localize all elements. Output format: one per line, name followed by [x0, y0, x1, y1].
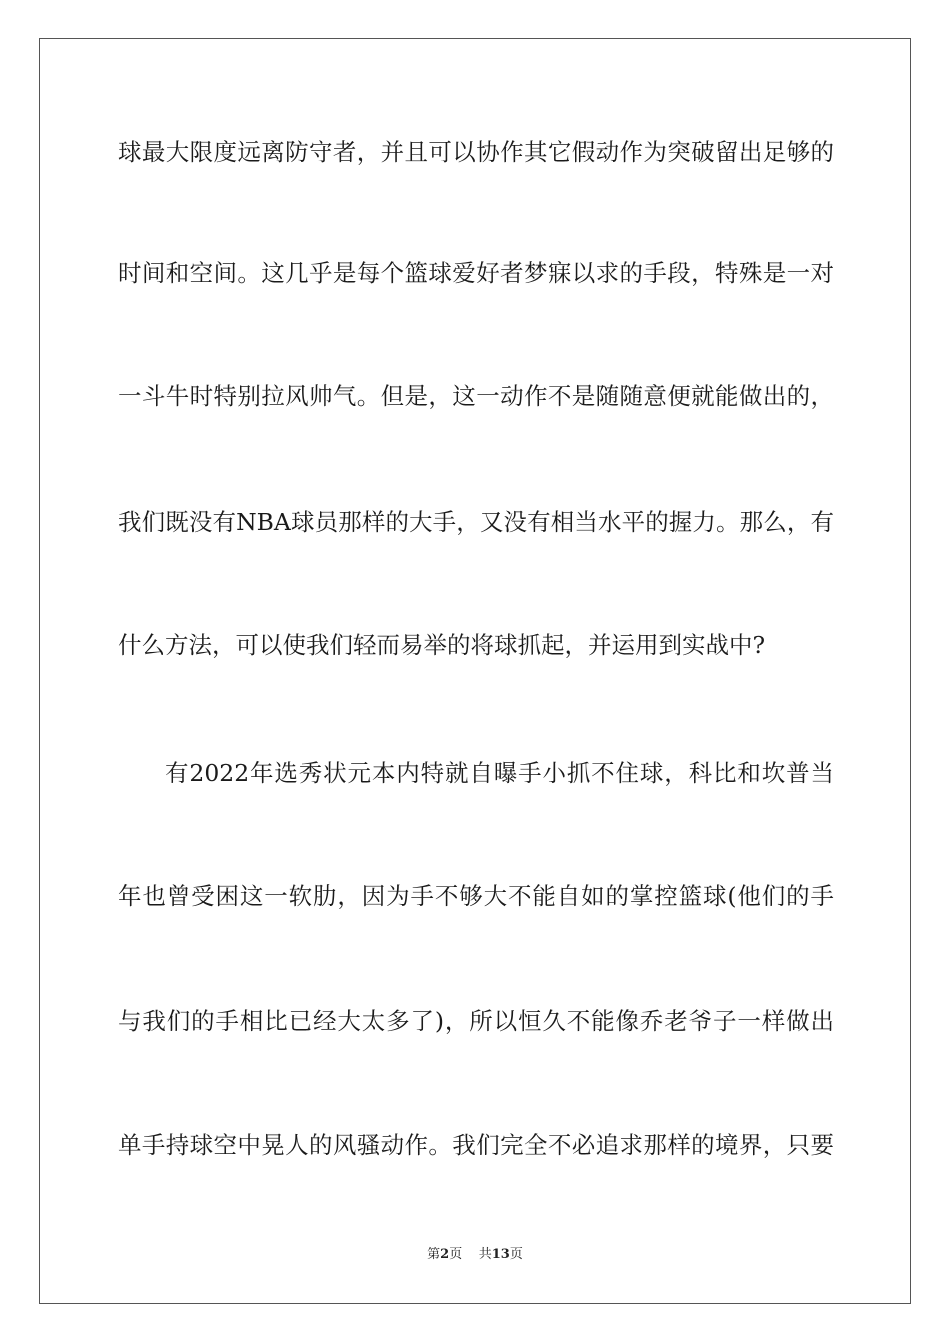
body-text-line-9: 单手持球空中晃人的风骚动作。我们完全不必追求那样的境界，只要 — [118, 1131, 834, 1159]
footer-total-suffix: 页 — [509, 1247, 523, 1262]
body-text-line-6: 有2022年选秀状元本内特就自曝手小抓不住球，科比和坎普当 — [165, 759, 834, 787]
footer-page-prefix: 第 — [427, 1247, 441, 1262]
body-text-line-1: 球最大限度远离防守者，并且可以协作其它假动作为突破留出足够的 — [118, 138, 834, 166]
body-text-line-5: 什么方法，可以使我们轻而易举的将球抓起，并运用到实战中? — [118, 631, 766, 659]
footer-page-suffix: 页 — [449, 1247, 463, 1262]
page-footer — [0, 1246, 950, 1264]
footer-page-number: 2 — [440, 1247, 450, 1262]
body-text-line-3: 一斗牛时特别拉风帅气。但是，这一动作不是随随意便就能做出的， — [118, 382, 834, 410]
body-text-line-2: 时间和空间。这几乎是每个篮球爱好者梦寐以求的手段，特殊是一对 — [118, 259, 834, 287]
footer-total-pages: 13 — [491, 1247, 510, 1262]
body-text-line-4: 我们既没有NBA球员那样的大手，又没有相当水平的握力。那么，有 — [118, 508, 834, 536]
body-text-line-8: 与我们的手相比已经大太多了)，所以恒久不能像乔老爷子一样做出 — [118, 1007, 834, 1035]
body-text-line-7: 年也曾受困这一软肋，因为手不够大不能自如的掌控篮球(他们的手 — [118, 882, 834, 910]
footer-total-prefix: 共 — [478, 1247, 492, 1262]
page-border — [39, 38, 911, 1304]
